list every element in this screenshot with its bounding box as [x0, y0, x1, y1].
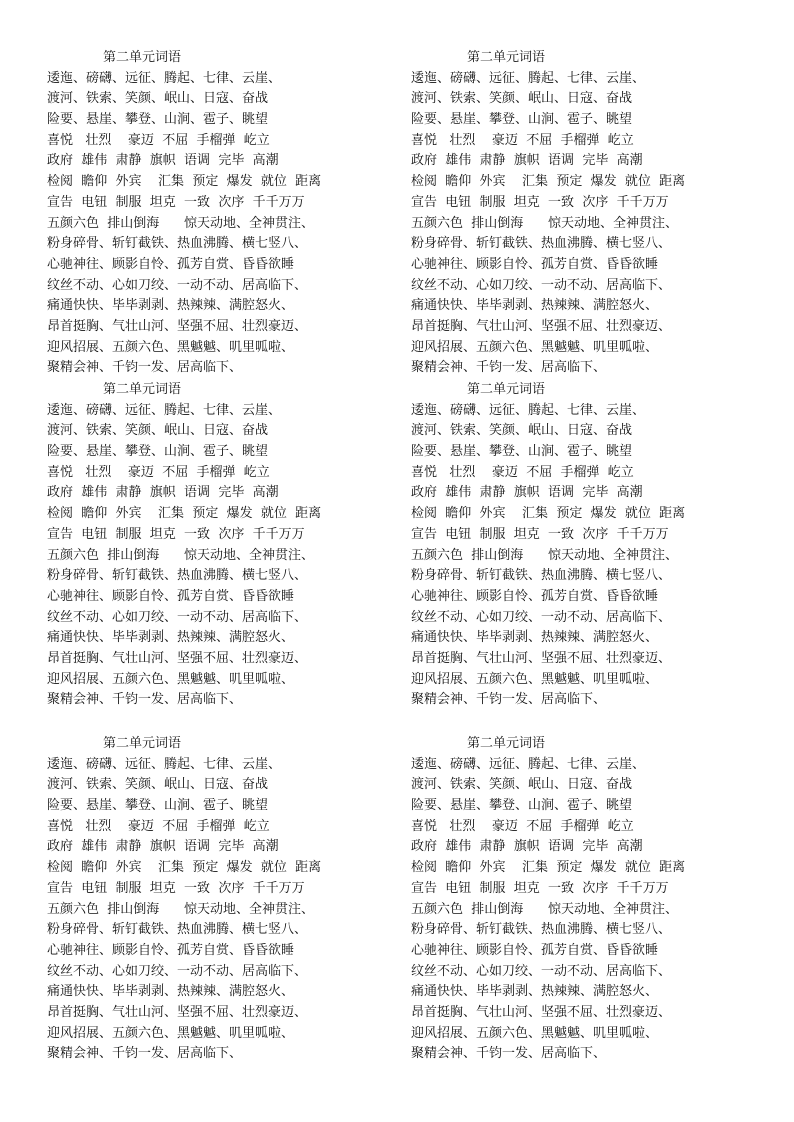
word-line: 政府 雄伟 肃静 旗帜 语调 完毕 高潮: [411, 485, 643, 501]
word-line: 政府 雄伟 肃静 旗帜 语调 完毕 高潮: [47, 485, 279, 501]
word-line: 喜悦 壮烈 豪迈 不屈 手榴弹 屹立: [411, 132, 634, 148]
word-line: 喜悦 壮烈 豪迈 不屈 手榴弹 屹立: [411, 818, 634, 834]
word-line: 喜悦 壮烈 豪迈 不屈 手榴弹 屹立: [47, 818, 270, 834]
word-line: 五颜六色 排山倒海 惊天动地、全神贯注、: [411, 547, 679, 563]
word-line: 五颜六色 排山倒海 惊天动地、全神贯注、: [47, 547, 315, 563]
word-line: 纹丝不动、心如刀绞、一动不动、居高临下、: [411, 277, 672, 293]
word-line: 检阅 瞻仰 外宾 汇集 预定 爆发 就位 距离: [47, 174, 322, 190]
word-line: 逶迤、磅礴、远征、腾起、七律、云崖、: [47, 402, 282, 418]
vocab-block-middle-left: [47, 380, 407, 711]
word-line: 渡河、铁索、笑颜、岷山、日寇、奋战: [47, 91, 269, 107]
word-line: 喜悦 壮烈 豪迈 不屈 手榴弹 屹立: [411, 464, 634, 480]
word-line: 五颜六色 排山倒海 惊天动地、全神贯注、: [47, 215, 315, 231]
word-line: 昂首挺胸、气壮山河、坚强不屈、壮烈豪迈、: [47, 1004, 308, 1020]
block-title: 第二单元词语: [467, 50, 546, 65]
word-line: 纹丝不动、心如刀绞、一动不动、居高临下、: [47, 963, 308, 979]
word-line: 险要、悬崖、攀登、山涧、雹子、眺望: [411, 798, 633, 814]
word-line: 粉身碎骨、斩钉截铁、热血沸腾、横七竖八、: [47, 568, 308, 584]
word-line: 心驰神往、顾影自怜、孤芳自赏、昏昏欲睡: [411, 256, 659, 272]
word-line: 检阅 瞻仰 外宾 汇集 预定 爆发 就位 距离: [47, 860, 322, 876]
word-line: 渡河、铁索、笑颜、岷山、日寇、奋战: [47, 777, 269, 793]
word-line: 险要、悬崖、攀登、山涧、雹子、眺望: [47, 444, 269, 460]
vocab-block-bottom-right: [411, 734, 771, 1065]
word-line: 心驰神往、顾影自怜、孤芳自赏、昏昏欲睡: [47, 256, 295, 272]
word-line: 纹丝不动、心如刀绞、一动不动、居高临下、: [47, 277, 308, 293]
word-line: 五颜六色 排山倒海 惊天动地、全神贯注、: [411, 901, 679, 917]
block-title: 第二单元词语: [467, 736, 546, 751]
word-line: 痛通快快、毕毕剥剥、热辣辣、满腔怒火、: [47, 298, 295, 314]
word-line: 粉身碎骨、斩钉截铁、热血沸腾、横七竖八、: [411, 236, 672, 252]
word-line: 昂首挺胸、气壮山河、坚强不屈、壮烈豪迈、: [47, 318, 308, 334]
word-line: 粉身碎骨、斩钉截铁、热血沸腾、横七竖八、: [411, 568, 672, 584]
word-line: 险要、悬崖、攀登、山涧、雹子、眺望: [47, 798, 269, 814]
word-line: 宣告 电钮 制服 坦克 一致 次序 千千万万: [411, 526, 669, 542]
word-line: 粉身碎骨、斩钉截铁、热血沸腾、横七竖八、: [47, 922, 308, 938]
word-line: 逶迤、磅礴、远征、腾起、七律、云崖、: [47, 70, 282, 86]
word-line: 政府 雄伟 肃静 旗帜 语调 完毕 高潮: [47, 839, 279, 855]
word-line: 喜悦 壮烈 豪迈 不屈 手榴弹 屹立: [47, 132, 270, 148]
word-line: 昂首挺胸、气壮山河、坚强不屈、壮烈豪迈、: [411, 650, 672, 666]
word-line: 粉身碎骨、斩钉截铁、热血沸腾、横七竖八、: [47, 236, 308, 252]
word-line: 痛通快快、毕毕剥剥、热辣辣、满腔怒火、: [411, 984, 659, 1000]
word-line: 聚精会神、千钧一发、居高临下、: [47, 692, 243, 708]
word-line: 心驰神往、顾影自怜、孤芳自赏、昏昏欲睡: [411, 588, 659, 604]
word-line: 聚精会神、千钧一发、居高临下、: [411, 360, 607, 376]
word-line: 迎风招展、五颜六色、黑魆魆、叽里呱啦、: [411, 1025, 659, 1041]
word-line: 逶迤、磅礴、远征、腾起、七律、云崖、: [411, 70, 646, 86]
word-line: 聚精会神、千钧一发、居高临下、: [411, 692, 607, 708]
word-line: 纹丝不动、心如刀绞、一动不动、居高临下、: [411, 963, 672, 979]
word-line: 痛通快快、毕毕剥剥、热辣辣、满腔怒火、: [47, 630, 295, 646]
word-line: 迎风招展、五颜六色、黑魆魆、叽里呱啦、: [47, 339, 295, 355]
vocab-block-middle-right: [411, 380, 771, 711]
word-line: 检阅 瞻仰 外宾 汇集 预定 爆发 就位 距离: [411, 174, 686, 190]
word-line: 逶迤、磅礴、远征、腾起、七律、云崖、: [411, 402, 646, 418]
word-line: 渡河、铁索、笑颜、岷山、日寇、奋战: [411, 777, 633, 793]
word-line: 检阅 瞻仰 外宾 汇集 预定 爆发 就位 距离: [47, 506, 322, 522]
word-line: 政府 雄伟 肃静 旗帜 语调 完毕 高潮: [411, 839, 643, 855]
word-line: 宣告 电钮 制服 坦克 一致 次序 千千万万: [47, 880, 305, 896]
word-line: 险要、悬崖、攀登、山涧、雹子、眺望: [411, 112, 633, 128]
word-line: 渡河、铁索、笑颜、岷山、日寇、奋战: [47, 423, 269, 439]
word-line: 五颜六色 排山倒海 惊天动地、全神贯注、: [47, 901, 315, 917]
word-line: 五颜六色 排山倒海 惊天动地、全神贯注、: [411, 215, 679, 231]
vocab-block-top-right: [411, 48, 771, 379]
word-line: 心驰神往、顾影自怜、孤芳自赏、昏昏欲睡: [47, 588, 295, 604]
vocab-block-bottom-left: [47, 734, 407, 1065]
word-line: 渡河、铁索、笑颜、岷山、日寇、奋战: [411, 91, 633, 107]
block-title: 第二单元词语: [103, 50, 182, 65]
word-line: 险要、悬崖、攀登、山涧、雹子、眺望: [411, 444, 633, 460]
word-line: 迎风招展、五颜六色、黑魆魆、叽里呱啦、: [411, 339, 659, 355]
word-line: 聚精会神、千钧一发、居高临下、: [47, 360, 243, 376]
word-line: 迎风招展、五颜六色、黑魆魆、叽里呱啦、: [47, 1025, 295, 1041]
word-line: 宣告 电钮 制服 坦克 一致 次序 千千万万: [411, 880, 669, 896]
vocab-block-top-left: [47, 48, 407, 379]
word-line: 险要、悬崖、攀登、山涧、雹子、眺望: [47, 112, 269, 128]
block-title: 第二单元词语: [467, 382, 546, 397]
word-line: 宣告 电钮 制服 坦克 一致 次序 千千万万: [411, 194, 669, 210]
word-line: 渡河、铁索、笑颜、岷山、日寇、奋战: [411, 423, 633, 439]
word-line: 昂首挺胸、气壮山河、坚强不屈、壮烈豪迈、: [47, 650, 308, 666]
word-line: 喜悦 壮烈 豪迈 不屈 手榴弹 屹立: [47, 464, 270, 480]
word-line: 心驰神往、顾影自怜、孤芳自赏、昏昏欲睡: [411, 942, 659, 958]
word-line: 痛通快快、毕毕剥剥、热辣辣、满腔怒火、: [47, 984, 295, 1000]
word-line: 政府 雄伟 肃静 旗帜 语调 完毕 高潮: [411, 153, 643, 169]
word-line: 聚精会神、千钧一发、居高临下、: [411, 1046, 607, 1062]
word-line: 纹丝不动、心如刀绞、一动不动、居高临下、: [411, 609, 672, 625]
word-line: 聚精会神、千钧一发、居高临下、: [47, 1046, 243, 1062]
word-line: 纹丝不动、心如刀绞、一动不动、居高临下、: [47, 609, 308, 625]
word-line: 迎风招展、五颜六色、黑魆魆、叽里呱啦、: [47, 671, 295, 687]
word-line: 迎风招展、五颜六色、黑魆魆、叽里呱啦、: [411, 671, 659, 687]
word-line: 检阅 瞻仰 外宾 汇集 预定 爆发 就位 距离: [411, 506, 686, 522]
block-title: 第二单元词语: [103, 382, 182, 397]
block-title: 第二单元词语: [103, 736, 182, 751]
word-line: 心驰神往、顾影自怜、孤芳自赏、昏昏欲睡: [47, 942, 295, 958]
word-line: 宣告 电钮 制服 坦克 一致 次序 千千万万: [47, 526, 305, 542]
word-line: 痛通快快、毕毕剥剥、热辣辣、满腔怒火、: [411, 298, 659, 314]
word-line: 粉身碎骨、斩钉截铁、热血沸腾、横七竖八、: [411, 922, 672, 938]
word-line: 痛通快快、毕毕剥剥、热辣辣、满腔怒火、: [411, 630, 659, 646]
word-line: 昂首挺胸、气壮山河、坚强不屈、壮烈豪迈、: [411, 318, 672, 334]
word-line: 检阅 瞻仰 外宾 汇集 预定 爆发 就位 距离: [411, 860, 686, 876]
word-line: 宣告 电钮 制服 坦克 一致 次序 千千万万: [47, 194, 305, 210]
word-line: 昂首挺胸、气壮山河、坚强不屈、壮烈豪迈、: [411, 1004, 672, 1020]
word-line: 逶迤、磅礴、远征、腾起、七律、云崖、: [47, 756, 282, 772]
word-line: 政府 雄伟 肃静 旗帜 语调 完毕 高潮: [47, 153, 279, 169]
word-line: 逶迤、磅礴、远征、腾起、七律、云崖、: [411, 756, 646, 772]
